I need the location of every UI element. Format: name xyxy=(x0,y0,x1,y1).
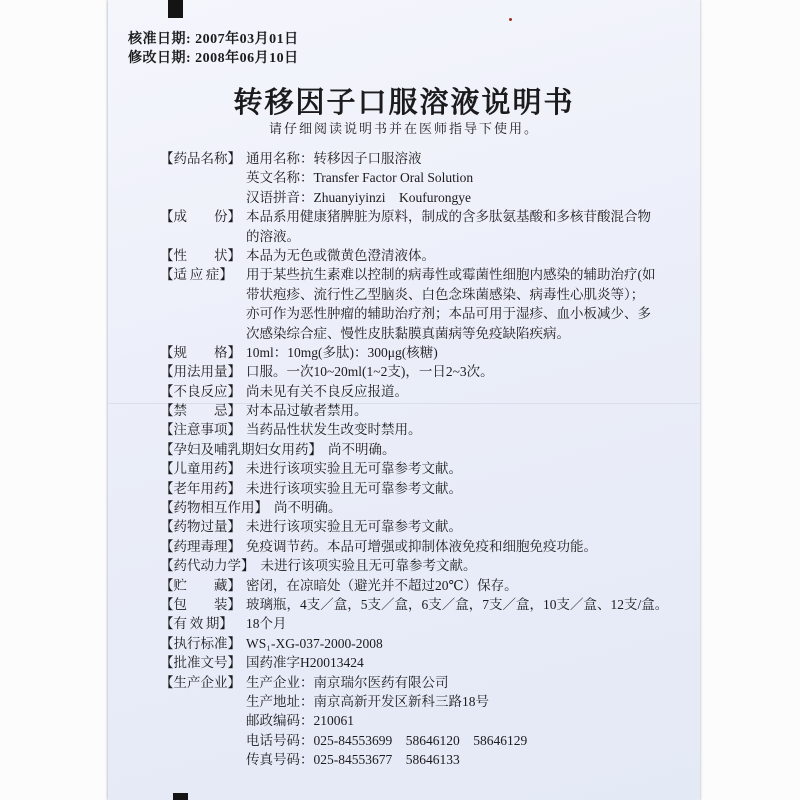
red-dust-speck xyxy=(509,18,512,21)
section-label: 【禁 忌】 xyxy=(160,403,241,419)
section-text: 未进行该项实验且无可靠参考文献。 xyxy=(246,519,462,535)
section-text: 本品系用健康猪脾脏为原料，制成的含多肽氨基酸和多核苷酸混合物 xyxy=(246,209,651,225)
section-text: 通用名称：转移因子口服溶液 xyxy=(246,151,422,166)
section-label: 【执行标准】 xyxy=(160,635,241,651)
body-row xyxy=(160,634,680,653)
body-row xyxy=(160,556,680,575)
section-label: 【生产企业】 xyxy=(160,674,241,690)
body-row xyxy=(160,304,680,323)
section-label: 【性 状】 xyxy=(160,247,241,263)
section-text: 尚不明确。 xyxy=(328,441,396,457)
section-text: 未进行该项实验且无可靠参考文献。 xyxy=(246,480,462,496)
body-row xyxy=(160,168,680,187)
section-text: 密闭，在凉暗处（避光并不超过20℃）保存。 xyxy=(246,577,518,593)
body-row xyxy=(160,731,680,750)
body-row xyxy=(160,188,680,207)
section-text: 生产企业：南京瑞尔医药有限公司 xyxy=(246,674,449,690)
section-text: 汉语拼音：Zhuanyiyinzi Koufurongye xyxy=(246,189,471,205)
section-label: 【规 格】 xyxy=(160,344,241,360)
section-text: 用于某些抗生素难以控制的病毒性或霉菌性细胞内感染的辅助治疗(如 xyxy=(246,267,656,283)
section-text: 免疫调节药。本品可增强或抑制体液免疫和细胞免疫功能。 xyxy=(246,538,597,554)
section-label: 【老年用药】 xyxy=(160,480,241,496)
body-row xyxy=(160,595,680,614)
body-row xyxy=(160,517,680,536)
body-row xyxy=(160,479,680,498)
section-text: 未进行该项实验且无可靠参考文献。 xyxy=(260,558,477,574)
section-text: 英文名称：Transfer Factor Oral Solution xyxy=(246,170,474,186)
date-block xyxy=(128,30,299,68)
section-label: 【药物过量】 xyxy=(160,519,241,535)
section-text: 尚不明确。 xyxy=(274,500,342,516)
section-label: 【用法用量】 xyxy=(160,364,241,380)
body-row xyxy=(160,401,680,420)
section-label: 【药品名称】 xyxy=(160,151,241,166)
body-row xyxy=(160,149,680,168)
section-text: 未进行该项实验且无可靠参考文献。 xyxy=(246,461,462,477)
section-text: 亦可作为恶性肿瘤的辅助治疗剂；本品可用于湿疹、血小板减少、多 xyxy=(246,306,651,322)
section-label: 【包 装】 xyxy=(160,596,241,612)
body-row xyxy=(160,285,680,304)
body-row xyxy=(160,246,680,265)
body-row xyxy=(160,207,680,226)
section-text: 18个月 xyxy=(246,616,287,632)
section-text: 次感染综合症、慢性皮肤黏膜真菌病等免疫缺陷疾病。 xyxy=(246,325,570,341)
section-text: 尚未见有关不良反应报道。 xyxy=(246,383,408,399)
insert-paper xyxy=(108,0,700,800)
body-row xyxy=(160,498,680,517)
body-row xyxy=(160,653,680,672)
body-row xyxy=(160,576,680,595)
body-row xyxy=(160,537,680,556)
body-row xyxy=(160,750,680,769)
revision-date: 修改日期: 2008年06月10日 xyxy=(128,51,299,66)
section-label: 【药理毒理】 xyxy=(160,538,241,554)
body-row xyxy=(160,362,680,381)
body-row xyxy=(160,382,680,401)
body-row xyxy=(160,614,680,633)
body-row xyxy=(160,459,680,478)
section-text: 传真号码：025-84553677 58646133 xyxy=(246,752,460,768)
section-label: 【孕妇及哺乳期妇女用药】 xyxy=(160,441,322,457)
section-label: 【有 效 期】 xyxy=(160,616,233,632)
section-text: 生产地址：南京高新开发区新科三路18号 xyxy=(246,693,489,709)
body-row xyxy=(160,440,680,459)
section-label: 【不良反应】 xyxy=(160,383,241,399)
insert-title: 转移因子口服溶液说明书 xyxy=(233,87,575,119)
section-text: 电话号码：025-84553699 58646120 58646129 xyxy=(246,732,528,748)
approval-date: 核准日期: 2007年03月01日 xyxy=(128,32,299,47)
section-text: 口服。一次10~20ml(1~2支)，一日2~3次。 xyxy=(246,364,494,380)
section-text: 当药品性状发生改变时禁用。 xyxy=(246,422,422,438)
body-row xyxy=(160,420,680,439)
body-row xyxy=(160,227,680,246)
section-text: 本品为无色或微黄色澄清液体。 xyxy=(246,247,435,263)
section-text: 玻璃瓶，4支／盒，5支／盒，6支／盒，7支／盒，10支／盒、12支/盒。 xyxy=(246,596,669,612)
body-row xyxy=(160,711,680,730)
section-label: 【成 份】 xyxy=(160,209,241,225)
section-text: 邮政编码：210061 xyxy=(246,713,354,729)
section-text: 对本品过敏者禁用。 xyxy=(246,403,368,419)
section-label: 【贮 藏】 xyxy=(160,577,241,593)
section-text: 带状疱疹、流行性乙型脑炎、白色念珠菌感染、病毒性心肌炎等）； xyxy=(246,286,645,302)
section-text: 10ml：10mg(多肽)：300μg(核糖) xyxy=(246,344,438,360)
body-row xyxy=(160,265,680,284)
section-label: 【药代动力学】 xyxy=(160,558,255,574)
section-text: 的溶液。 xyxy=(246,228,300,244)
section-text: 国药准字H20013424 xyxy=(246,655,364,671)
registration-mark-bottom xyxy=(173,793,188,800)
body-row xyxy=(160,343,680,362)
section-label: 【药物相互作用】 xyxy=(160,500,268,516)
body-rows xyxy=(160,149,680,770)
body-row xyxy=(160,692,680,711)
section-label: 【注意事项】 xyxy=(160,422,241,438)
insert-subtitle: 请仔细阅读说明书并在医师指导下使用。 xyxy=(268,121,539,136)
section-label: 【儿童用药】 xyxy=(160,461,241,477)
registration-mark-top xyxy=(168,0,183,18)
body-row xyxy=(160,673,680,692)
section-label: 【适 应 症】 xyxy=(160,267,233,283)
body-row xyxy=(160,324,680,343)
section-label: 【批准文号】 xyxy=(160,655,241,671)
section-text: WS₁-XG-037-2000-2008 xyxy=(246,635,383,651)
